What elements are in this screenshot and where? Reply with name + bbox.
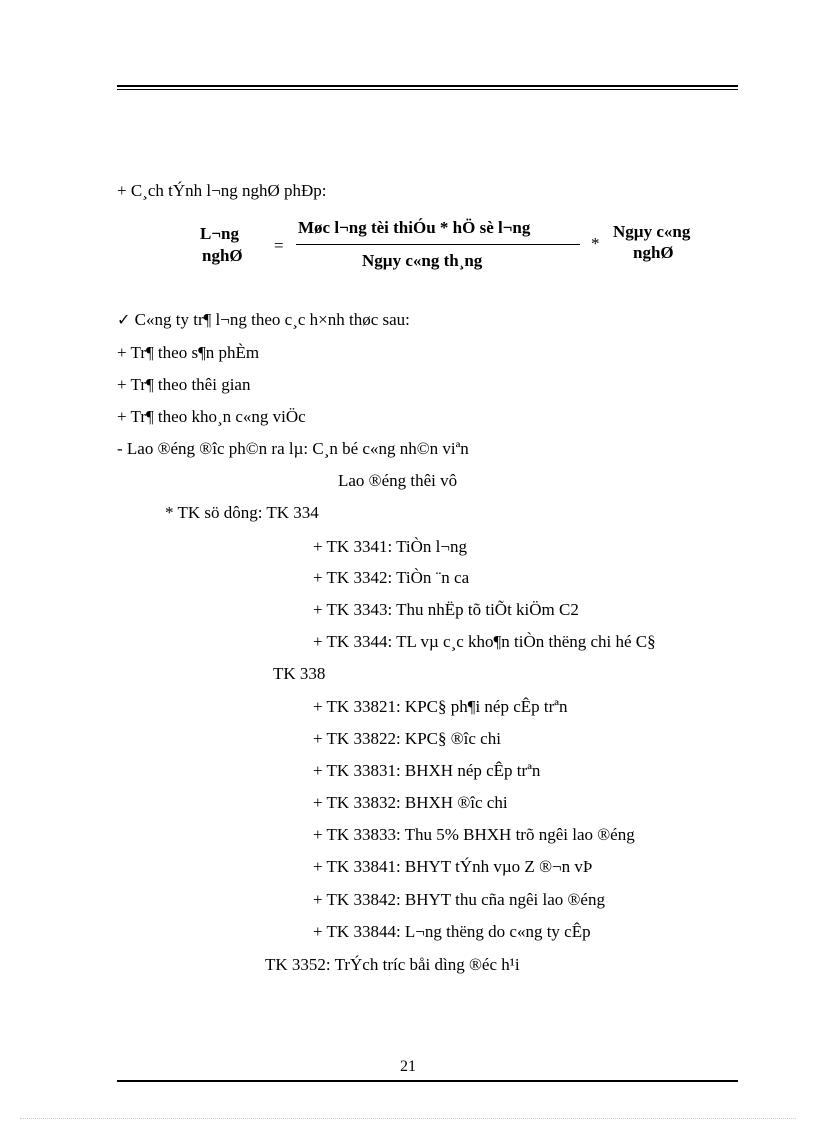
tk334-item: + TK 3344: TL vµ c¸c kho¶n tiÒn thëng chi hé C§ — [313, 632, 656, 651]
formula-left-line1: L¬ng — [200, 224, 239, 243]
tk3352-line: TK 3352: TrÝch tríc båi dìng ®éc h¹i — [265, 955, 520, 974]
fraction-bar — [296, 244, 580, 245]
tk338-item: + TK 33832: BHXH ®îc chi — [313, 793, 508, 812]
check-mark-icon: ✓ — [117, 310, 131, 329]
salary-heading: + C¸ch tÝnh l¬ng nghØ phÐp: — [117, 181, 327, 200]
tk338-item: + TK 33844: L¬ng thëng do c«ng ty cÊp — [313, 922, 591, 941]
formula-times: * — [591, 234, 600, 253]
tk338-item: + TK 33831: BHXH nép cÊp trªn — [313, 761, 541, 780]
header-rule-thin — [117, 89, 738, 90]
worker-classification: - Lao ®éng ®îc ph©n ra lµ: C¸n bé c«ng nh©n viªn — [117, 439, 469, 458]
intro-line — [117, 310, 410, 330]
formula-numerator: Møc l¬ng tèi thiÓu * hÖ sè l¬ng — [298, 218, 531, 237]
formula-right-line1: Ngµy c«ng — [613, 222, 691, 241]
page-number: 21 — [400, 1058, 416, 1075]
worker-seasonal: Lao ®éng thêi vô — [338, 471, 458, 490]
method-time: + Tr¶ theo thêi gian — [117, 375, 251, 394]
tk334-item: + TK 3342: TiÒn ¨n ca — [313, 568, 470, 587]
tk-used-line: * TK sö dông: TK 334 — [165, 503, 319, 522]
formula-denominator: Ngµy c«ng th¸ng — [362, 251, 483, 270]
tk338-item: + TK 33822: KPC§ ®îc chi — [313, 729, 501, 748]
formula-right-line2: nghØ — [633, 243, 674, 262]
header-rule — [117, 85, 738, 87]
intro-text: C«ng ty tr¶ l¬ng theo c¸c h×nh thøc sau: — [134, 310, 410, 329]
tk334-item: + TK 3341: TiÒn l¬ng — [313, 537, 467, 556]
tk338-item: + TK 33833: Thu 5% BHXH trõ ngêi lao ®éng — [313, 825, 635, 844]
formula-equals: = — [274, 236, 284, 255]
method-contract: + Tr¶ theo kho¸n c«ng viÖc — [117, 407, 306, 426]
tk338-heading: TK 338 — [273, 664, 326, 683]
tk334-item: + TK 3343: Thu nhËp tõ tiÕt kiÖm C2 — [313, 600, 579, 619]
method-product: + Tr¶ theo s¶n phÈm — [117, 343, 260, 362]
footer-rule — [117, 1080, 738, 1082]
tk338-item: + TK 33842: BHYT thu cña ngêi lao ®éng — [313, 890, 605, 909]
tk338-item: + TK 33841: BHYT tÝnh vµo Z ®¬n vÞ — [313, 857, 593, 876]
page-edge-dotted — [20, 1118, 796, 1119]
tk338-item: + TK 33821: KPC§ ph¶i nép cÊp trªn — [313, 697, 568, 716]
formula-left-line2: nghØ — [202, 246, 243, 265]
